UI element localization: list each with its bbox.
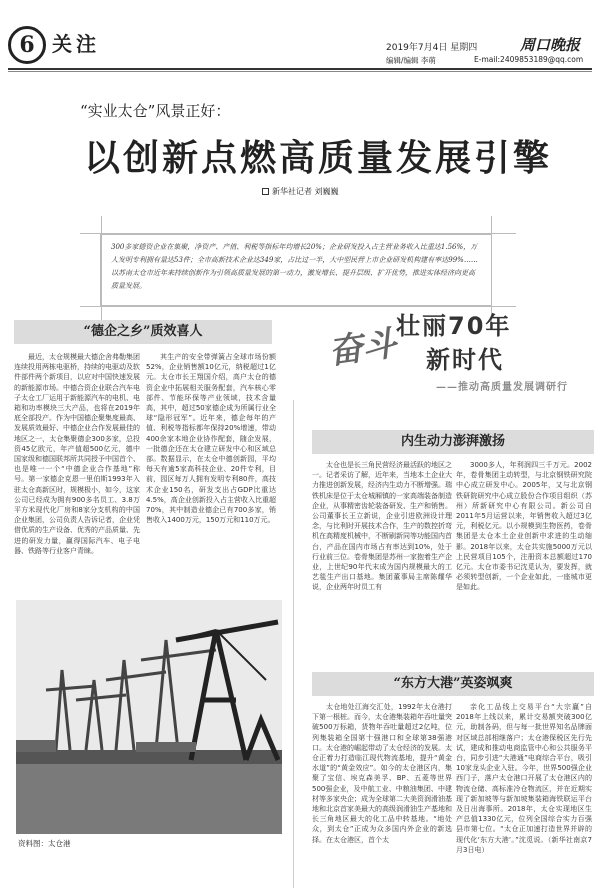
page-number: 6 bbox=[8, 26, 46, 64]
article-column-2 bbox=[146, 352, 276, 582]
slogan-subtitle: ——推动高质量发展调研行 bbox=[436, 382, 568, 393]
column-text: 太仓也是长三角民营经济最活跃的地区之一。记者采访了解，近年来，当地本土企业大力推进创新发展，经济内生动力不断增强。瑞铁机床是位于太仓城厢镇的一家高端装备制造企业，从事精密齿轮装备研发、生产和销售。公司董事长王立新说，企业引进欧洲设计理念，与比利时开展技术合作，生产的数控折弯机在高精度机械中，不断刷新同等功能国内首台，产品在国内市场占有率达到10%，处于行业前三位。卷骨集团是苏州一家抱着生产企业，上世纪90年代末成为国内规模最大的工艺毯生产出口基地。集团董事局主席陈耀华说，企业两年时员工有 bbox=[312, 461, 452, 592]
column-text: 太仓地处江海交汇处，1992年太仓港打下第一根桩。而今，太仓港集装箱年吞吐量突破500万标箱，货物年吞吐量超过2亿吨，位列集装箱全国第十强港口和全球第38强港口。太仓港的崛起带动了太仓经济的发展。太仓正着力打造临江现代物流基地，提升“黄金水道”的“黄金效应”。如今的太仓港区内，集聚了宝信、埃克森美孚、BP、五菱等世界500强企业，及中航工业、中粮油集团、中建材等多家央企；成为全球第二大美资润滑油基地和北京首家美最大的高级润滑油生产基地和长三角地区最大的化工品中转基地。“地处众，到太仓”正成为众多国内外企业的新选择。在太仓港区，首个太 bbox=[312, 703, 452, 844]
column-divider bbox=[293, 400, 294, 888]
section-banner-3: “东方大港”英姿飒爽 bbox=[312, 672, 594, 696]
port-photo bbox=[16, 600, 282, 834]
email: E-mail:2409853189@qq.com bbox=[474, 55, 584, 64]
photo-caption: 资料图：太仓港 bbox=[18, 839, 71, 848]
section-banner-2: 内生动力澎湃激扬 bbox=[312, 430, 594, 454]
article-column-4 bbox=[456, 460, 592, 666]
headline-kicker: “实业太仓”风景正好： bbox=[80, 102, 231, 120]
section-banner-1: “德企之乡”质效喜人 bbox=[14, 320, 272, 344]
byline bbox=[262, 186, 339, 197]
slogan-art: 奋斗 bbox=[326, 323, 399, 373]
paper-name: 周口晚报 bbox=[520, 36, 581, 54]
column-text: 其生产的安全带弹簧占全球市场份额52%，企业销售额10亿元，纳税超过1亿元。太仓市长王翔国介绍，高户太仓的德资企业中拓展相关服务配套，汽车核心零部件、节能环保等产业领域，技术含量高，其中，超过50家德企成为所属行业全球“隐形冠军”。近年来，德企每年的产值、利税等指标都年保持20%增速，带动400余家本地企业协作配套，随企发展，一批德企还在太仓建立研发中心和区域总部。数据显示，在太仓中德创新园，平均每天有逾5家高科技企业、20件专利，目前，园区每万人拥有发明专利80件，高技术企业150名，研发支出占GDP比重达4.5%，高企业创新投入占主营收入比重超70%，其中制造业德企已有700多家，销售收入1400万元，150万元和110万元。 bbox=[146, 353, 276, 525]
lead-paragraph: 300多家德资企业在集聚，净资产、产值、利税等指标年均增长20%；企业研发投入占主营业务收入比重达1.56%，万人发明专利拥有量达53件；全市高新技术企业达349家，占比过一半，大中型民营上市企业研发机构建有率达99%……以苏南太仓市近年来持续创新作为引领高质量发展的第一动力，激发增长、提升层级、扩开优势，推进实体经济向更高质量发展。 bbox=[100, 234, 492, 306]
byline-text: 新华社记者 刘巍巍 bbox=[272, 187, 339, 196]
article-column-3 bbox=[312, 460, 452, 666]
issue-date: 2019年7月4日 星期四 bbox=[386, 43, 478, 53]
port-cranes-image bbox=[16, 600, 282, 834]
headline-title: 以创新点燃高质量发展引擎 bbox=[84, 137, 553, 179]
article-column-6 bbox=[456, 702, 592, 886]
editors: 编辑/编辑 李萌 bbox=[386, 56, 436, 65]
article-column-5 bbox=[312, 702, 452, 886]
article-column-1 bbox=[14, 352, 140, 582]
byline-box-icon bbox=[262, 188, 269, 195]
header-rule-thin bbox=[8, 71, 592, 72]
slogan-line2: 新时代 bbox=[426, 346, 504, 374]
header-rule bbox=[8, 68, 592, 70]
slogan-line1: 壮丽70年 bbox=[396, 312, 512, 340]
column-text: 最近，太仓规模最大德企舍弗勒集团连续投用两栋电驱桥，持续的电驱动及软件部件两个新项目，以应对中国快速发展的新能源市场。中德合资企业联合汽车电子太仓工厂运用于新能源汽车的电机、电箱和功率模块三大产品，也将在2019年底全部投产。作为中国德企聚集度最高、发展质效最好、中德企业合作发展最佳的地区之一，太仓集聚德企300多家，总投资45亿欧元，年产值超500亿元，德中国家级和德国联邦所共同授予中国首个、也是唯一一个“中德企业合作基地”称号。第一家德企克恩一里伯斯1993年入驻太仓高新区时，规模极小，如今，这家公司已经成为拥有900多名员工、3.8万平方米现代化厂房和8家分支机构的中国企业集团，公司负责人告诉记者，企业凭借优质的生产设备、优秀的产品质量、先进的研发力量，赢得国际汽车、电子电器、铁路等行业客户青睐。 bbox=[14, 353, 140, 555]
column-text: 3000多人，年利润四三千万元。2002年，卷骨集团主动转型，与北京钢铁研究院中心成立研发中心。2005年，又与北京钢铁研院研究中心成立股份合作项目组织（苏州）所新研究中心有限公司。新公司自2011年5月运营以来，年销售收入超过3亿元，利税亿元。以小规模到生物医药，卷骨集团是太仓本土企业创新中求进的生动缩影。2018年以来，太仓共实施5000万元以上民营项目105个，注册资本总额超过170亿元。太仓市委书记沈觅认为，要发挥，就必须转型创新，一个企业如此，一座城市更是如此。 bbox=[456, 461, 592, 592]
column-text: 亲化工品线上交易平台“大宗赢”自2018年上线以来，累计交易额突破300亿元，助制各码，但与每一批世界知名品牌面对区域总部相继落户；太仓港保税区先行先试，建成和推动电商监管中心和公共服务平台，同步引进“大港通”电商综合平台，吸引10家龙头企业入驻。今年，世界500强企业西门子，落户太仓港口开展了太仓港区内的物流仓储、高标准冷仓物流区，并在近期实现了新加坡等与新加坡集装箱海铁联运平台及日出海事所。2018年，太仓实现地区生产总值1330亿元，位列全国综合实力百强县市第七位。“太仓正加速打造世界并辟的现代化‘东方大港’。”沈觅说。（新华社南京7月3日电） bbox=[456, 703, 592, 854]
section-title: 关注 bbox=[52, 32, 100, 56]
